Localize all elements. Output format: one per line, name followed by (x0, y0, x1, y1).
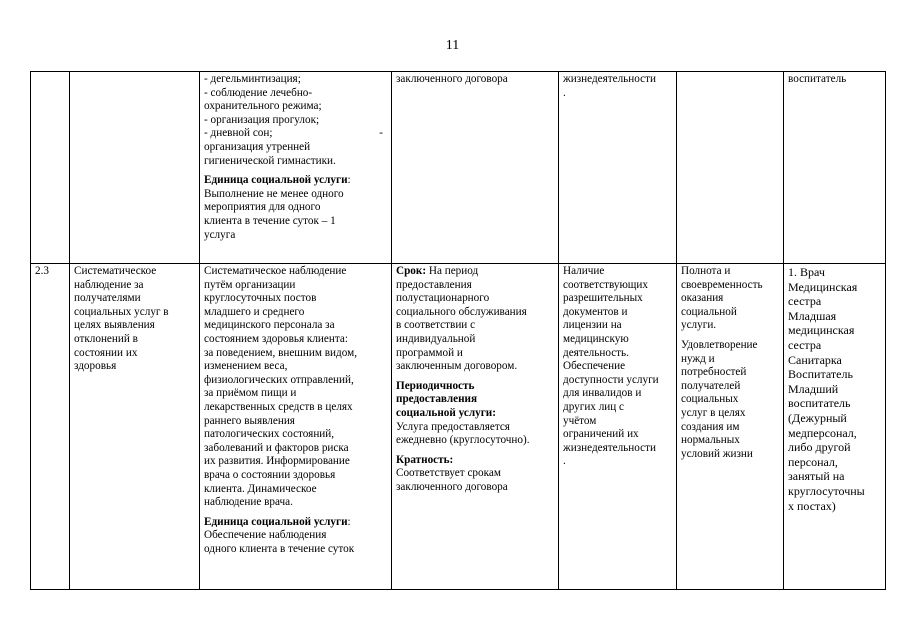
desc-line-text: - дневной сон; (204, 127, 273, 140)
services-table (30, 71, 886, 590)
term-line: в соответствии с (396, 319, 476, 332)
name-line: отклонений в (74, 332, 138, 345)
staff-line: воспитатель (788, 73, 847, 85)
periodicity-line: ежедневно (круглосуточно). (396, 434, 530, 447)
desc-line: их развития. Информирование (204, 455, 350, 468)
cell-indicators (677, 72, 784, 264)
conditions-line: учётом (563, 414, 597, 427)
desc-line: физиологических отправлений, (204, 373, 354, 386)
unit-heading (204, 516, 387, 530)
indicator-line: условий жизни (681, 447, 753, 460)
conditions-line: Обеспечение (563, 360, 626, 373)
conditions-line: жизнедеятельности (563, 441, 656, 454)
conditions-line: лицензии на (563, 319, 622, 332)
term-line: социального обслуживания (396, 305, 527, 318)
name-line: наблюдение за (74, 278, 144, 291)
desc-line (204, 127, 387, 141)
desc-line: - соблюдение лечебно- (204, 86, 313, 99)
unit-label: Единица социальной услуги (204, 174, 348, 187)
staff-line: медперсонал, (788, 425, 857, 440)
conditions-line: разрешительных (563, 292, 643, 305)
conditions-line: для инвалидов и (563, 387, 642, 400)
staff-line: Младший (788, 381, 839, 396)
term-label: Срок: (396, 265, 427, 277)
desc-line: клиента. Динамическое (204, 482, 317, 495)
name-line: получателями (74, 292, 141, 305)
desc-line: состоянием здоровья клиента: (204, 332, 348, 345)
term-line: заключенного договора (396, 73, 508, 85)
staff-line: занятый на (788, 469, 845, 484)
desc-line: патологических состояний, (204, 428, 335, 441)
term-first-line (396, 265, 554, 279)
staff-line: круглосуточны (788, 483, 865, 498)
name-line: Систематическое (74, 265, 157, 277)
desc-line: гигиенической гимнастики. (204, 154, 336, 167)
desc-line: круглосуточных постов (204, 292, 317, 305)
conditions-line: документов и (563, 305, 628, 318)
unit-heading (204, 174, 387, 188)
periodicity-label: Периодичность (396, 379, 475, 392)
staff-line: Воспитатель (788, 367, 853, 382)
cell-term (392, 264, 559, 590)
term-line: предоставления (396, 278, 472, 291)
indicator-line: нужд и (681, 352, 715, 365)
desc-line: путём организации (204, 278, 296, 291)
name-line: социальных услуг в (74, 305, 169, 318)
name-line: здоровья (74, 360, 117, 373)
multiplicity-line: Соответствует срокам (396, 467, 501, 480)
indicator-line: Удовлетворение (681, 338, 758, 351)
term-line: программой и (396, 346, 463, 359)
conditions-line: других лиц с (563, 400, 625, 413)
unit-colon: : (347, 515, 351, 528)
conditions-line: деятельность. (563, 346, 629, 359)
staff-line: 1. Врач (788, 265, 825, 279)
name-line: состоянии их (74, 346, 138, 359)
conditions-line: доступности услуги (563, 373, 659, 386)
cell-conditions (559, 264, 677, 590)
desc-line: организация утренней (204, 140, 311, 153)
periodicity-line: Услуга предоставляется (396, 420, 510, 433)
table-row-continued (31, 72, 886, 264)
unit-line: услуга (204, 228, 236, 241)
conditions-line: медицинскую (563, 332, 629, 345)
indicator-line: Полнота и (681, 265, 731, 277)
staff-line: сестра (788, 337, 822, 352)
conditions-line: . (563, 455, 566, 468)
cell-indicators (677, 264, 784, 590)
desc-line: - дегельминтизация; (204, 73, 301, 85)
desc-line: за поведением, внешним видом, (204, 346, 357, 359)
cell-service-name (70, 72, 200, 264)
cell-number (31, 264, 70, 590)
unit-line: Выполнение не менее одного (204, 187, 344, 200)
periodicity-label: предоставления (396, 393, 478, 406)
unit-line: клиента в течение суток – 1 (204, 214, 336, 227)
term-line: индивидуальной (396, 332, 476, 345)
cell-service-name (70, 264, 200, 590)
cell-conditions (559, 72, 677, 264)
indicator-line: нормальных (681, 434, 740, 447)
desc-line: - организация прогулок; (204, 113, 320, 126)
unit-line: одного клиента в течение суток (204, 542, 355, 555)
unit-label: Единица социальной услуги (204, 515, 348, 528)
staff-line: (Дежурный (788, 410, 847, 425)
conditions-line: . (563, 86, 566, 99)
staff-line: х постах) (788, 498, 836, 513)
cell-description (200, 264, 392, 590)
staff-line: Медицинская (788, 279, 858, 294)
indicator-line: социальной (681, 305, 737, 318)
indicator-line: потребностей (681, 366, 747, 379)
conditions-line: ограничений их (563, 428, 639, 441)
unit-colon: : (347, 174, 351, 187)
indicator-line: услуг в целях (681, 406, 746, 419)
staff-line: воспитатель (788, 396, 851, 411)
desc-line: заболеваний и факторов риска (204, 441, 349, 454)
unit-line: Обеспечение наблюдения (204, 529, 327, 542)
multiplicity-line: заключенного договора (396, 480, 508, 493)
cell-staff (784, 72, 886, 264)
staff-line: сестра (788, 294, 822, 309)
desc-line: изменением веса, (204, 360, 288, 373)
desc-line: младшего и среднего (204, 305, 305, 318)
term-line: полустационарного (396, 292, 490, 305)
row-number: 2.3 (35, 265, 49, 277)
desc-line: наблюдение врача. (204, 496, 293, 509)
conditions-line: жизнедеятельности (563, 73, 656, 85)
cell-number (31, 72, 70, 264)
desc-line: врача о состоянии здоровья (204, 468, 336, 481)
indicator-line: социальных (681, 393, 739, 406)
page-number: 11 (445, 38, 460, 53)
desc-line: лекарственных средств в целях (204, 400, 353, 413)
indicator-line: своевременность (681, 278, 763, 291)
staff-line: Младшая (788, 308, 837, 323)
indicator-line: создания им (681, 420, 740, 433)
term-first-text: На период (426, 265, 479, 277)
staff-line: Санитарка (788, 352, 842, 367)
cell-description (200, 72, 392, 264)
multiplicity-label: Кратность: (396, 453, 454, 466)
periodicity-label: социальной услуги: (396, 406, 496, 419)
indicator-line: оказания (681, 292, 724, 305)
stray-dash: - (379, 127, 383, 140)
conditions-line: Наличие (563, 265, 605, 277)
cell-term (392, 72, 559, 264)
table-row-2-3 (31, 264, 886, 590)
desc-line: медицинского персонала за (204, 319, 335, 332)
desc-line: раннего выявления (204, 414, 295, 427)
term-line: заключенным договором. (396, 360, 518, 373)
unit-line: мероприятия для одного (204, 201, 321, 214)
staff-line: медицинская (788, 323, 855, 338)
staff-line: персонал, (788, 454, 838, 469)
desc-line: охранительного режима; (204, 100, 322, 113)
indicator-line: получателей (681, 379, 741, 392)
conditions-line: соответствующих (563, 278, 649, 291)
name-line: целях выявления (74, 319, 155, 332)
staff-line: либо другой (788, 440, 851, 455)
desc-line: Систематическое наблюдение (204, 265, 347, 277)
indicator-line: услуги. (681, 319, 717, 332)
cell-staff (784, 264, 886, 590)
desc-line: за приёмом пищи и (204, 387, 297, 400)
